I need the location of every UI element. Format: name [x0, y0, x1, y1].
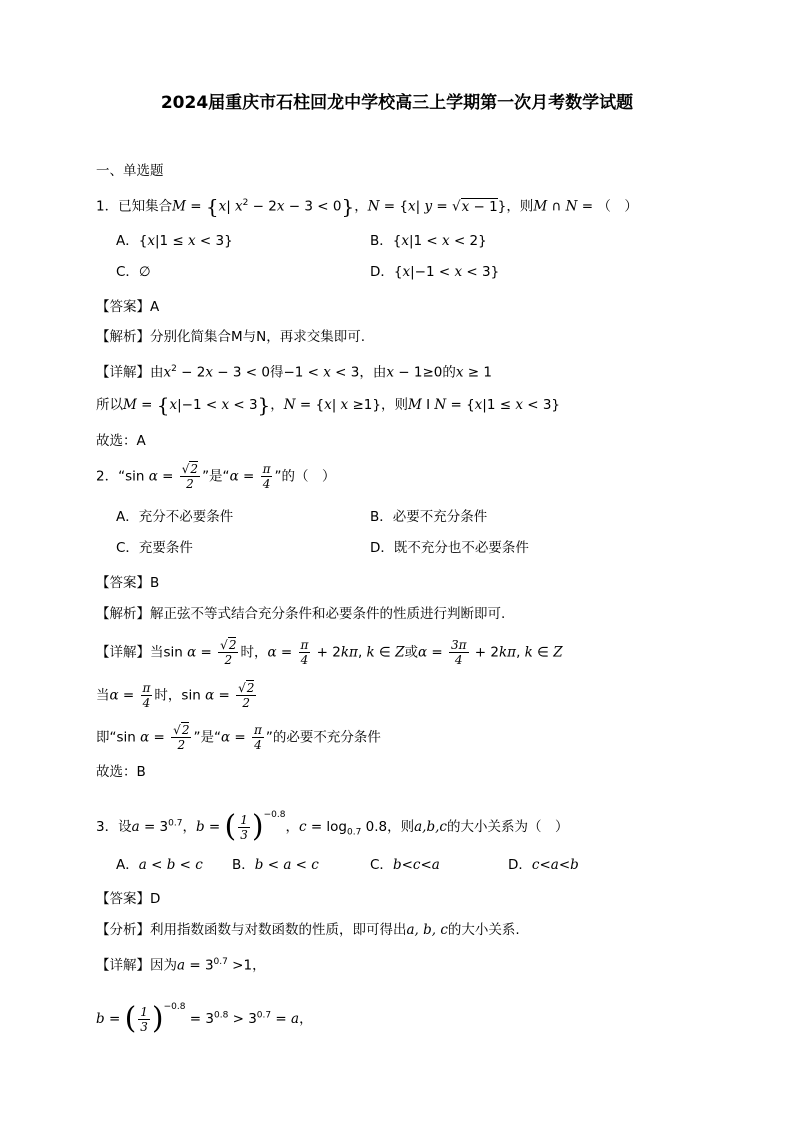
q3-stem-b: ，则 — [387, 819, 415, 835]
q2-detail-b: 时， — [240, 644, 268, 661]
analysis2-label: 【分析】 — [96, 922, 150, 938]
q2-detail-line3: 即“sin α = $\frac{√2}{2}$ ”是“α = $\frac{\pi}{4}$ ”的必要不充分条件 — [96, 723, 381, 752]
q3-option-b: B．b < a < c — [232, 857, 319, 873]
q2-answer — [96, 573, 159, 593]
q2-line2-b: 时， — [154, 687, 182, 704]
question-2-stem: 2．“sin α = $\frac{√2}{2}$ ”是“α = $\frac{\pi}{4}$ ”的（ ） — [96, 462, 336, 491]
q3-opt-d-label: D． — [508, 857, 532, 873]
q3-detail: 【详解】因为$a = 3^{0.7} >1$， — [96, 957, 266, 974]
q1-detail-b: 得 — [269, 364, 284, 381]
q3-option-c: C．b<c<a — [370, 857, 440, 873]
q2-stem-a: 2．“ — [96, 468, 126, 485]
q3-opt-a-label: A． — [116, 857, 139, 873]
q2-option-a: A．充分不必要条件 — [116, 509, 234, 525]
q1-opt-b-label: B． — [370, 233, 393, 249]
q1-line2-a: 所以 — [96, 397, 123, 413]
q1-stem-end: （ ） — [597, 198, 638, 215]
detail-label: 【详解】 — [96, 957, 150, 974]
q3-opt-c-label: C． — [370, 857, 393, 873]
q2-line3-b: ”是“ — [193, 729, 221, 746]
analysis-label: 【解析】 — [96, 606, 150, 622]
q3-analysis: 【分析】利用指数函数与对数函数的性质，即可得出a, b, c的大小关系. — [96, 922, 520, 938]
q3-option-a: A．a < b < c — [116, 857, 203, 873]
q2-option-c: C．充要条件 — [116, 540, 193, 556]
question-1-stem: 1．已知集合M = {x| $x^2 - 2x - 3 < 0$}，N = {x| y = √x − 1}，则M ∩ N = （ ） — [96, 194, 638, 219]
document-title: 2024届重庆市石柱回龙中学校高三上学期第一次月考数学试题 — [160, 93, 634, 113]
q2-detail: 【详解】当sin α = $\frac{√2}{2}$ 时，α = $\frac{\pi}{4}$ + 2kπ, k ∈ Z或α = $\frac{3\pi}{4}$ + 2kπ, k ∈ Z — [96, 638, 563, 667]
detail-label: 【详解】 — [96, 364, 150, 381]
q1-analysis-text: 分别化简集合M与N，再求交集即可. — [150, 329, 366, 345]
q1-opt-a-label: A． — [116, 233, 139, 249]
q2-choose: 故选：B — [96, 764, 146, 780]
q1-option-c: C．∅ — [116, 264, 151, 280]
q2-option-b: B．必要不充分条件 — [370, 509, 488, 525]
q1-detail: 【详解】由$x^2 - 2x - 3 < 0$得−1 < x < 3，由x − 1≥0的x ≥ 1 — [96, 364, 492, 381]
q1-stem-text: 1．已知集合 — [96, 198, 173, 215]
q3-answer — [96, 889, 160, 909]
q1-opt-d-label: D． — [370, 264, 394, 280]
q2-detail-c: 或 — [404, 644, 418, 661]
q1-answer-value: A — [150, 299, 160, 315]
q2-analysis-text: 解正弦不等式结合充分条件和必要条件的性质进行判断即可. — [150, 606, 506, 622]
q3-opt-b-label: B． — [232, 857, 255, 873]
q1-detail-line2: 所以M = {x|−1 < x < 3}，N = {x| x ≥1}，则M I N = {x|1 ≤ x < 3} — [96, 393, 561, 417]
question-3-stem: 3．设$a = 3^{0.7}$，b = ( $\frac{1}{3}$ )$^{-0.8}$，$c = \log_{0.7} 0.8$，则a,b,c的大小关系为（ ） — [96, 809, 569, 844]
q1-detail-c: ，由 — [359, 364, 387, 381]
q3-stem-c: 的大小关系为（ ） — [446, 819, 569, 835]
q3-analysis-text: 利用指数函数与对数函数的性质，即可得出 — [150, 922, 407, 938]
q1-option-a: A．{x|1 ≤ x < 3} — [116, 233, 233, 249]
q3-option-d: D．c<a<b — [508, 857, 579, 873]
q2-stem-c: ”的（ ） — [274, 468, 336, 485]
answer-label: 【答案】 — [96, 299, 150, 315]
q1-stem-text-2: ，则 — [506, 198, 534, 215]
q2-detail-line2: 当α = $\frac{\pi}{4}$ 时，sin α = $\frac{√2}{2}$ — [96, 681, 255, 710]
q1-detail-a: 由 — [150, 364, 164, 381]
detail-label: 【详解】 — [96, 644, 150, 661]
analysis-label: 【解析】 — [96, 329, 150, 345]
q2-answer-value: B — [150, 575, 160, 591]
q2-stem-b: ”是“ — [202, 468, 230, 485]
q3-stem-a: 3．设 — [96, 819, 132, 835]
q3-analysis-end: 的大小关系. — [447, 922, 520, 938]
q1-line2-b: ，则 — [380, 397, 408, 413]
q3-detail-line2: b = ( $\frac{1}{3}$ )$^{-0.8} = 3^{0.8} > 3^{0.7} = a$， — [96, 1001, 313, 1036]
q2-detail-a: 当 — [150, 644, 164, 661]
q1-answer — [96, 297, 159, 317]
answer-label: 【答案】 — [96, 575, 150, 591]
q1-option-d: D．{x|−1 < x < 3} — [370, 264, 500, 280]
answer-label: 【答案】 — [96, 891, 150, 907]
q1-choose: 故选：A — [96, 433, 146, 449]
q2-line2-a: 当 — [96, 687, 110, 704]
q3-answer-value: D — [150, 891, 161, 907]
q2-line3-c: ”的必要不充分条件 — [265, 729, 381, 746]
section-heading: 一、单选题 — [96, 163, 164, 179]
q2-option-d: D．既不充分也不必要条件 — [370, 540, 529, 556]
q1-option-b: B．{x|1 < x < 2} — [370, 233, 487, 249]
q2-analysis — [96, 604, 505, 624]
q1-detail-d: 的 — [442, 364, 456, 381]
q2-line3-a: 即“ — [96, 729, 117, 746]
q1-analysis — [96, 327, 365, 347]
q3-detail-a: 因为 — [150, 957, 177, 974]
